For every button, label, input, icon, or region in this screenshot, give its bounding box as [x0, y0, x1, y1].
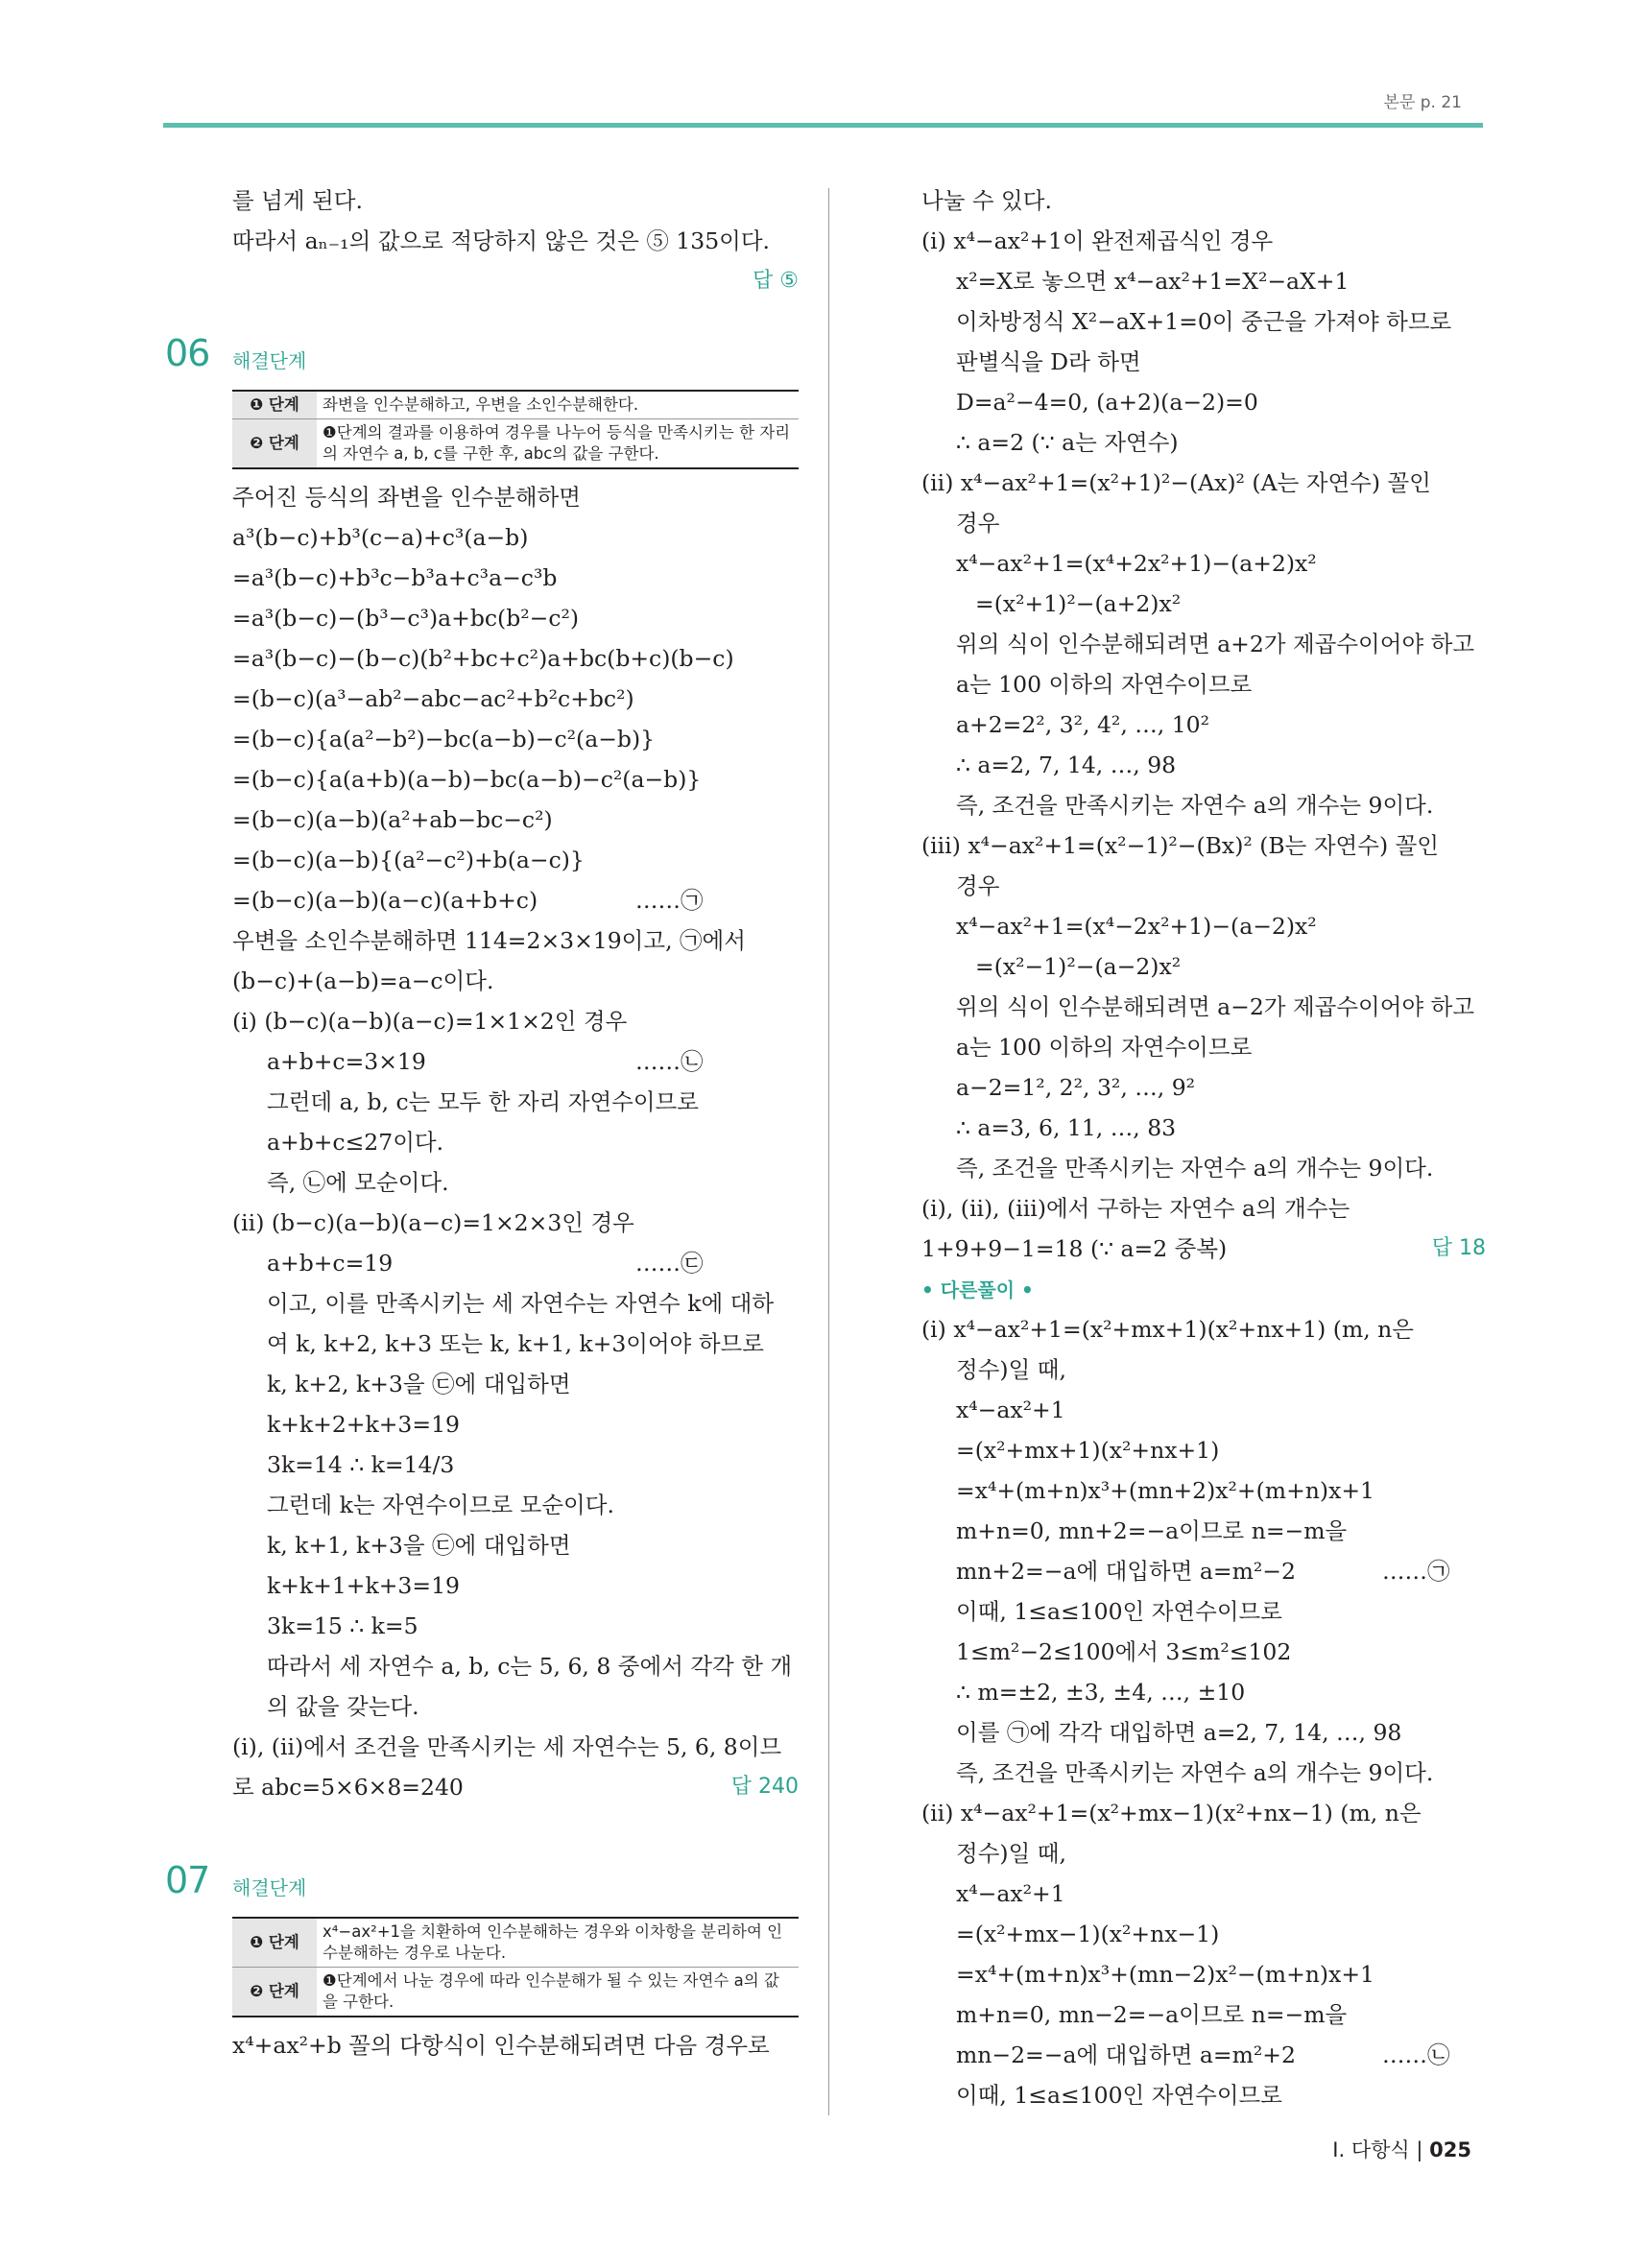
line-text: (b−c)+(a−b)=a−c이다.	[232, 967, 494, 994]
line-text: =a³(b−c)−(b³−c³)a+bc(b²−c²)	[232, 605, 580, 632]
equation-marker: ……㉡	[1382, 2041, 1450, 2068]
line-text: 의 값을 갖는다.	[267, 1693, 419, 1720]
text-line	[232, 1767, 801, 1807]
page-number: 025	[1429, 2138, 1471, 2161]
section-title: 해결단계	[232, 349, 307, 372]
text-line	[232, 1444, 801, 1485]
footer-separator: |	[1416, 2138, 1423, 2161]
line-text: 주어진 등식의 좌변을 인수분해하면	[232, 484, 581, 511]
line-text: 이를 ㉠에 각각 대입하면 a=2, 7, 14, …, 98	[956, 1719, 1402, 1746]
text-line	[921, 1148, 1488, 1188]
line-text: 즉, 조건을 만족시키는 자연수 a의 개수는 9이다.	[956, 1155, 1434, 1182]
text-line	[921, 825, 1488, 866]
text-line	[232, 920, 801, 961]
text-line	[921, 2035, 1488, 2075]
text-line	[921, 1994, 1488, 2035]
text-line	[232, 719, 801, 759]
text-line	[921, 1108, 1488, 1148]
text-line	[921, 1591, 1488, 1632]
text-line	[921, 1511, 1488, 1551]
line-text: D=a²−4=0, (a+2)(a−2)=0	[956, 389, 1258, 416]
line-text: ∴ m=±2, ±3, ±4, …, ±10	[956, 1679, 1246, 1706]
line-text: 이차방정식 X²−aX+1=0이 중근을 가져야 하므로	[956, 308, 1452, 335]
line-text: a³(b−c)+b³(c−a)+c³(a−b)	[232, 524, 529, 551]
text-line	[921, 1390, 1488, 1430]
solution-06	[232, 477, 801, 1807]
equation-marker: ……㉢	[635, 1250, 704, 1277]
prev-solution-tail	[232, 180, 801, 261]
text-line	[921, 1874, 1488, 1914]
steps-table-07	[232, 1917, 799, 2017]
line-text: ∴ a=3, 6, 11, …, 83	[956, 1114, 1177, 1141]
left-column	[165, 180, 801, 2065]
text-line	[232, 598, 801, 638]
text-line	[232, 1082, 801, 1122]
step-text: ❶단계의 결과를 이용하여 경우를 나누어 등식을 만족시키는 한 자리의 자연수 a, b, c를 구한 후, abc의 값을 구한다.	[317, 419, 799, 469]
section-07-heading	[165, 1859, 801, 1917]
text-line	[232, 1001, 801, 1041]
line-text: 즉, 조건을 만족시키는 자연수 a의 개수는 9이다.	[956, 1759, 1434, 1786]
line-text: a+2=2², 3², 4², …, 10²	[956, 711, 1210, 738]
line-text: 정수)일 때,	[956, 1356, 1066, 1383]
answer-row	[232, 261, 801, 301]
text-line	[921, 1793, 1488, 1833]
text-line	[921, 543, 1488, 584]
line-text: k, k+1, k+3을 ㉢에 대입하면	[267, 1532, 571, 1559]
line-text: 경우	[956, 510, 1000, 537]
text-line	[921, 221, 1488, 261]
line-text: 이때, 1≤a≤100인 자연수이므로	[956, 2082, 1282, 2109]
text-line	[921, 1551, 1488, 1591]
line-text: 1≤m²−2≤100에서 3≤m²≤102	[956, 1638, 1292, 1665]
line-text: (ⅱ) x⁴−ax²+1=(x²+1)²−(Ax)² (A는 자연수) 꼴인	[921, 469, 1431, 496]
text-line	[921, 584, 1488, 624]
text-line	[921, 180, 1488, 221]
line-text: k+k+1+k+3=19	[267, 1572, 460, 1599]
line-text: 1+9+9−1=18 (∵ a=2 중복)	[921, 1235, 1228, 1262]
text-line	[232, 558, 801, 598]
line-text: 나눌 수 있다.	[921, 187, 1052, 214]
line-text: (ⅰ), (ⅱ), (ⅲ)에서 구하는 자연수 a의 개수는	[921, 1195, 1350, 1222]
text-line	[921, 1309, 1488, 1349]
line-text: =a³(b−c)+b³c−b³a+c³a−c³b	[232, 564, 558, 591]
line-text: 그런데 a, b, c는 모두 한 자리 자연수이므로	[267, 1088, 699, 1115]
line-text: =x⁴+(m+n)x³+(mn+2)x²+(m+n)x+1	[956, 1477, 1374, 1504]
step-row	[232, 391, 799, 419]
text-line	[232, 1243, 801, 1283]
text-line	[921, 342, 1488, 382]
line-text: x⁴−ax²+1	[956, 1397, 1065, 1423]
line-text: ∴ a=2 (∵ a는 자연수)	[956, 429, 1179, 456]
text-line: 를 넘게 된다.	[232, 187, 363, 214]
text-line	[232, 1485, 801, 1525]
text-line	[232, 1162, 801, 1203]
text-line	[921, 301, 1488, 342]
line-text: =(x²+1)²−(a+2)x²	[975, 590, 1182, 617]
line-text: =(x²−1)²−(a−2)x²	[975, 953, 1182, 980]
line-text: 판별식을 D라 하면	[956, 348, 1141, 375]
line-text: =(b−c){a(a²−b²)−bc(a−b)−c²(a−b)}	[232, 726, 656, 752]
line-text: ∴ a=2, 7, 14, …, 98	[956, 752, 1177, 778]
line-text: 그런데 k는 자연수이므로 모순이다.	[267, 1492, 614, 1518]
text-line	[232, 961, 801, 1001]
line-text: 즉, ㉡에 모순이다.	[267, 1169, 449, 1196]
section-title: 해결단계	[232, 1876, 307, 1899]
line-text: =(b−c)(a−b)(a²+ab−bc−c²)	[232, 806, 553, 833]
right-column	[921, 180, 1488, 2115]
line-text: (ⅰ), (ⅱ)에서 조건을 만족시키는 세 자연수는 5, 6, 8이므	[232, 1733, 782, 1760]
text-line	[232, 840, 801, 880]
line-text: m+n=0, mn+2=−a이므로 n=−m을	[956, 1517, 1348, 1544]
step-text: 좌변을 인수분해하고, 우변을 소인수분해한다.	[317, 391, 799, 419]
line-text: (ⅱ) (b−c)(a−b)(a−c)=1×2×3인 경우	[232, 1209, 634, 1236]
text-line	[232, 1041, 801, 1082]
line-text: a−2=1², 2², 3², …, 9²	[956, 1074, 1196, 1101]
text-line	[921, 704, 1488, 745]
line-text: 정수)일 때,	[956, 1840, 1066, 1867]
answer-label: 답 18	[1431, 1236, 1486, 1260]
step-text: ❶단계에서 나눈 경우에 따라 인수분해가 될 수 있는 자연수 a의 값을 구한다.	[317, 1968, 799, 2017]
line-text: (ⅰ) x⁴−ax²+1이 완전제곱식인 경우	[921, 227, 1274, 254]
line-text: =(x²+mx+1)(x²+nx+1)	[956, 1437, 1220, 1464]
text-line: 따라서 aₙ₋₁의 값으로 적당하지 않은 것은 ⑤ 135이다.	[232, 227, 771, 254]
text-line	[232, 800, 801, 840]
step-text: x⁴−ax²+1을 치환하여 인수분해하는 경우와 이차항을 분리하여 인수분해하는 경우로 나눈다.	[317, 1918, 799, 1968]
text-line	[921, 503, 1488, 543]
text-line	[921, 261, 1488, 301]
step-label: ❶ 단계	[232, 1918, 317, 1968]
line-text: =(b−c)(a³−ab²−abc−ac²+b²c+bc²)	[232, 685, 634, 712]
top-rule	[163, 123, 1483, 128]
line-text: 즉, 조건을 만족시키는 자연수 a의 개수는 9이다.	[956, 792, 1434, 819]
text-line	[921, 1067, 1488, 1108]
step-label: ❷ 단계	[232, 419, 317, 469]
line-text: =a³(b−c)−(b−c)(b²+bc+c²)a+bc(b+c)(b−c)	[232, 645, 734, 672]
text-line	[232, 1404, 801, 1444]
line-text: 경우	[956, 872, 1000, 899]
chapter-label: Ⅰ. 다항식	[1332, 2138, 1410, 2161]
text-line	[232, 1686, 801, 1727]
text-line	[921, 1027, 1488, 1067]
line-text: x⁴+ax²+b 꼴의 다항식이 인수분해되려면 다음 경우로	[232, 2032, 770, 2059]
line-text: mn+2=−a에 대입하면 a=m²−2	[956, 1558, 1296, 1585]
line-text: =(b−c)(a−b){(a²−c²)+b(a−c)}	[232, 847, 585, 873]
step-row	[232, 1918, 799, 1968]
alt-solution	[921, 1309, 1488, 2115]
text-line	[921, 1712, 1488, 1753]
line-text: 이고, 이를 만족시키는 세 자연수는 자연수 k에 대하	[267, 1290, 775, 1317]
line-text: 3k=15 ∴ k=5	[267, 1612, 418, 1639]
text-line	[921, 1954, 1488, 1994]
text-line	[232, 2025, 801, 2065]
page-reference: 본문 p. 21	[1383, 93, 1462, 112]
line-text: x⁴−ax²+1	[956, 1880, 1065, 1907]
text-line	[921, 1833, 1488, 1874]
text-line	[232, 880, 801, 920]
text-line	[921, 382, 1488, 422]
answer-label: 답 ⑤	[753, 269, 799, 293]
line-text: a+b+c=3×19	[267, 1048, 426, 1075]
text-line	[921, 785, 1488, 825]
page-footer	[1332, 2135, 1471, 2163]
line-text: a는 100 이하의 자연수이므로	[956, 671, 1253, 698]
step-label: ❶ 단계	[232, 391, 317, 419]
text-line	[232, 477, 801, 517]
text-line	[921, 664, 1488, 704]
equation-marker: ……㉡	[635, 1048, 704, 1075]
line-text: 여 k, k+2, k+3 또는 k, k+1, k+3이어야 하므로	[267, 1330, 764, 1357]
text-line	[921, 1632, 1488, 1672]
alt-solution-heading	[921, 1269, 1488, 1309]
text-line	[921, 624, 1488, 664]
steps-table-06	[232, 390, 799, 469]
line-text: (ⅱ) x⁴−ax²+1=(x²+mx−1)(x²+nx−1) (m, n은	[921, 1800, 1422, 1826]
line-text: 따라서 세 자연수 a, b, c는 5, 6, 8 중에서 각각 한 개	[267, 1653, 793, 1680]
line-text: 로 abc=5×6×8=240	[232, 1774, 464, 1801]
solution-07-main	[921, 180, 1488, 1269]
step-row	[232, 1968, 799, 2017]
text-line	[921, 1470, 1488, 1511]
line-text: 이때, 1≤a≤100인 자연수이므로	[956, 1598, 1282, 1625]
text-line	[232, 1525, 801, 1565]
step-row	[232, 419, 799, 469]
line-text: mn−2=−a에 대입하면 a=m²+2	[956, 2041, 1296, 2068]
column-divider	[828, 188, 829, 2115]
text-line	[921, 906, 1488, 946]
line-text: m+n=0, mn−2=−a이므로 n=−m을	[956, 2001, 1348, 2028]
line-text: x²=X로 놓으면 x⁴−ax²+1=X²−aX+1	[956, 268, 1350, 295]
line-text: x⁴−ax²+1=(x⁴−2x²+1)−(a−2)x²	[956, 913, 1317, 940]
text-line	[921, 1349, 1488, 1390]
line-text: a+b+c≤27이다.	[267, 1129, 444, 1156]
alt-solution-title: • 다른풀이 •	[921, 1278, 1034, 1301]
line-text: 위의 식이 인수분해되려면 a+2가 제곱수이어야 하고	[956, 631, 1475, 657]
line-text: x⁴−ax²+1=(x⁴+2x²+1)−(a+2)x²	[956, 550, 1317, 577]
answer-label: 답 240	[730, 1775, 799, 1799]
line-text: 3k=14 ∴ k=14/3	[267, 1451, 455, 1478]
text-line	[232, 1122, 801, 1162]
text-line	[921, 866, 1488, 906]
line-text: =(b−c){a(a+b)(a−b)−bc(a−b)−c²(a−b)}	[232, 766, 702, 793]
text-line	[232, 1203, 801, 1243]
text-line	[921, 745, 1488, 785]
line-text: (ⅰ) x⁴−ax²+1=(x²+mx+1)(x²+nx+1) (m, n은	[921, 1316, 1415, 1343]
text-line	[232, 1565, 801, 1606]
text-line	[232, 679, 801, 719]
text-line	[232, 638, 801, 679]
text-line	[232, 1364, 801, 1404]
text-line	[232, 517, 801, 558]
line-text: (ⅰ) (b−c)(a−b)(a−c)=1×1×2인 경우	[232, 1008, 628, 1035]
text-line	[921, 1430, 1488, 1470]
text-line	[921, 987, 1488, 1027]
line-text: =x⁴+(m+n)x³+(mn−2)x²−(m+n)x+1	[956, 1961, 1374, 1988]
text-line	[232, 759, 801, 800]
text-line	[921, 463, 1488, 503]
equation-marker: ……㉠	[1382, 1558, 1450, 1585]
text-line	[921, 1229, 1488, 1269]
line-text: (ⅲ) x⁴−ax²+1=(x²−1)²−(Bx)² (B는 자연수) 꼴인	[921, 832, 1439, 859]
line-text: 위의 식이 인수분해되려면 a−2가 제곱수이어야 하고	[956, 993, 1475, 1020]
line-text: =(x²+mx−1)(x²+nx−1)	[956, 1921, 1220, 1947]
line-text: k+k+2+k+3=19	[267, 1411, 460, 1438]
text-line	[232, 1727, 801, 1767]
line-text: 우변을 소인수분해하면 114=2×3×19이고, ㉠에서	[232, 927, 746, 954]
section-06-heading	[165, 332, 801, 390]
solution-07-start	[232, 2025, 801, 2065]
text-line	[232, 1606, 801, 1646]
text-line	[921, 1188, 1488, 1229]
line-text: k, k+2, k+3을 ㉢에 대입하면	[267, 1371, 571, 1397]
equation-marker: ……㉠	[635, 887, 704, 914]
section-number: 06	[165, 332, 210, 374]
text-line	[921, 422, 1488, 463]
text-line	[921, 946, 1488, 987]
line-text: a는 100 이하의 자연수이므로	[956, 1034, 1253, 1061]
text-line	[232, 1324, 801, 1364]
line-text: =(b−c)(a−b)(a−c)(a+b+c)	[232, 887, 538, 914]
line-text: a+b+c=19	[267, 1250, 394, 1277]
text-line	[921, 1672, 1488, 1712]
text-line	[921, 1914, 1488, 1954]
section-number: 07	[165, 1859, 210, 1901]
text-line	[921, 2075, 1488, 2115]
text-line	[232, 1646, 801, 1686]
step-label: ❷ 단계	[232, 1968, 317, 2017]
text-line	[921, 1753, 1488, 1793]
text-line	[232, 1283, 801, 1324]
